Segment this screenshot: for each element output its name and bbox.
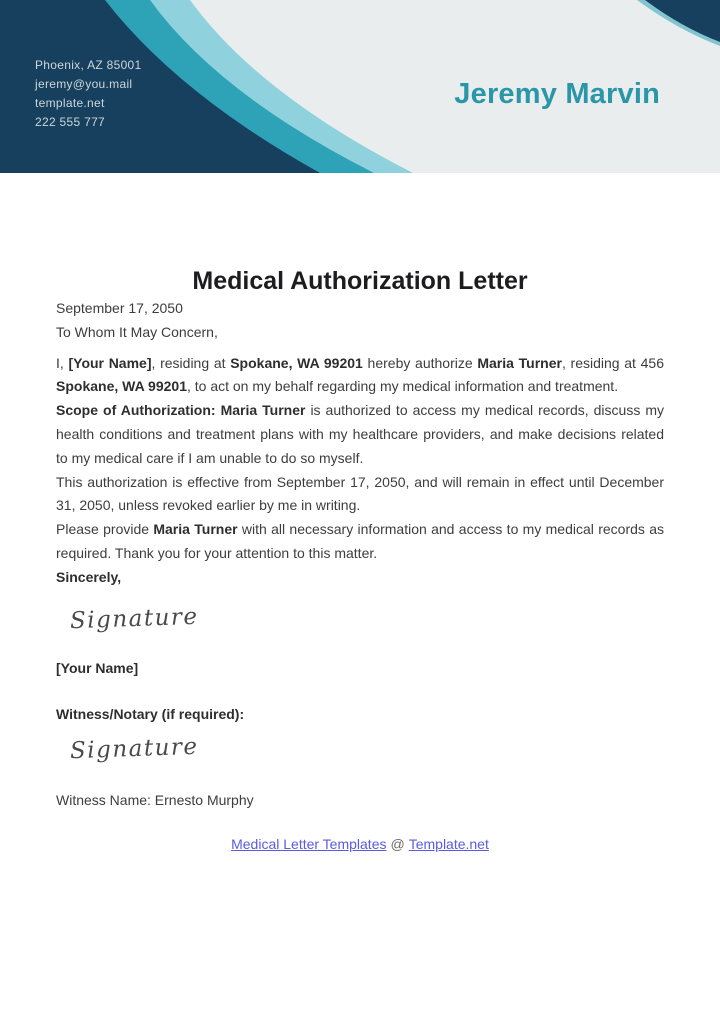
bold-text-run: [Your Name] <box>68 354 152 371</box>
paragraph <box>56 566 664 590</box>
contact-address: Phoenix, AZ 85001 <box>35 58 142 72</box>
letter-title: Medical Authorization Letter <box>192 267 528 295</box>
text-run: , residing at 456 <box>561 354 665 371</box>
paragraph <box>56 518 664 566</box>
text-run: I, <box>56 354 69 371</box>
letter-date: September 17, 2050 <box>56 300 183 316</box>
bold-text-run: Spokane, WA 99201 <box>230 354 363 371</box>
text-run: is authorized to access my medical records, discuss my health conditions and treatment plans with my healthcare providers, and make decisions related to my medical care if I am unable to do so myself. <box>56 402 664 466</box>
bold-text-run: Maria Turner <box>153 521 238 538</box>
footer-at-separator: @ <box>390 835 405 852</box>
witness-notary-label: Witness/Notary (if required): <box>56 705 245 722</box>
text-run: , residing at <box>151 354 231 371</box>
text-run: , to act on my behalf regarding my medical information and treatment. <box>186 378 619 395</box>
paragraph <box>56 471 664 519</box>
bold-text-run: Spokane, WA 99201 <box>56 378 187 395</box>
text-run: with all necessary information and access to my medical records as required. Thank you for your attention to this matter. <box>56 521 664 561</box>
medical-letter-templates-link[interactable]: Medical Letter Templates <box>231 835 387 852</box>
signer-name-placeholder: [Your Name] <box>56 659 139 676</box>
witness-signature-script: Signature <box>69 733 199 764</box>
template-net-link[interactable]: Template.net <box>408 835 489 852</box>
contact-website: template.net <box>35 96 105 110</box>
paragraph <box>56 399 664 470</box>
signer-signature-script: Signature <box>69 603 199 634</box>
bold-text-run: Maria Turner <box>477 354 562 371</box>
contact-phone: 222 555 777 <box>35 115 106 129</box>
body-paragraphs <box>56 352 664 590</box>
letterhead <box>0 0 720 173</box>
text-run: This authorization is effective from September 17, 2050, and will remain in effect until December 31, 2050, unless revoked earlier by me in writing. <box>56 473 664 514</box>
text-run: Please provide <box>56 521 154 538</box>
bold-text-run: Scope of Authorization: Maria Turner <box>56 402 306 419</box>
contact-email: jeremy@you.mail <box>35 77 133 91</box>
bold-text-run: Sincerely, <box>56 568 122 585</box>
paragraph <box>56 352 664 400</box>
salutation: To Whom It May Concern, <box>56 323 218 340</box>
footer-attribution <box>0 836 720 852</box>
witness-name-line: Witness Name: Ernesto Murphy <box>56 791 254 808</box>
sender-contact-block <box>35 56 142 132</box>
letter-body <box>0 265 720 808</box>
text-run: hereby authorize <box>362 354 478 371</box>
sender-name: Jeremy Marvin <box>454 78 660 110</box>
